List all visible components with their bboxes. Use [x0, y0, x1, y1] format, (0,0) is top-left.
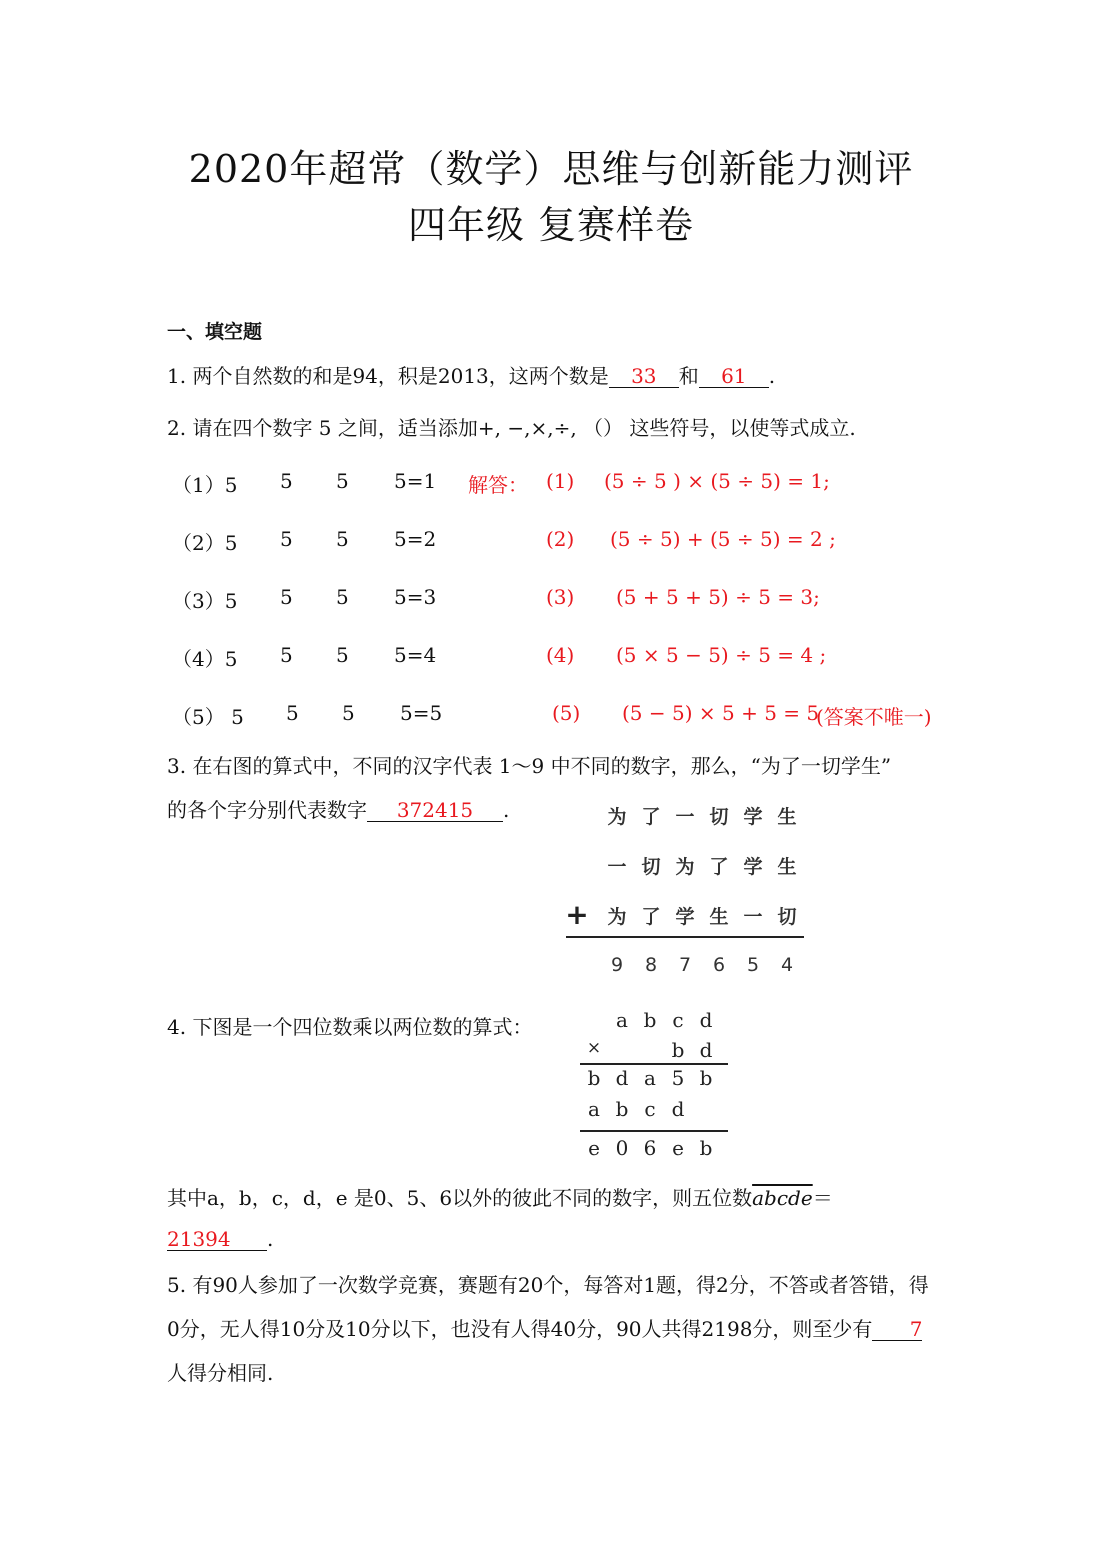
q2-row-digit: 5: [336, 469, 349, 493]
puzzle-char: 生: [709, 906, 729, 928]
q1-mid: 和: [678, 364, 699, 388]
plus-sign: +: [565, 898, 589, 931]
result-digit: 7: [678, 954, 692, 976]
q2-row-eq: 5=3: [394, 585, 437, 609]
q2-row-eq: 5=2: [394, 527, 437, 551]
puzzle-char: 生: [777, 856, 797, 878]
puzzle-char: 一: [743, 906, 763, 928]
q2-note: (答案不唯一): [816, 705, 932, 729]
result-digit: 5: [746, 954, 760, 976]
q2-sol: (5 ÷ 5 ) × (5 ÷ 5) = 1;: [604, 469, 830, 493]
puzzle-char: 为: [607, 806, 627, 828]
question-5-line3: 人得分相同.: [167, 1361, 274, 1385]
q4-end: .: [267, 1227, 274, 1251]
mult-char: b: [699, 1136, 713, 1160]
q2-sol-num: (2): [546, 527, 575, 551]
q2-row-eq: 5=5: [400, 701, 443, 725]
puzzle-char: 了: [641, 806, 661, 828]
q2-row-label: （1）5: [172, 473, 238, 497]
mult-char: d: [699, 1038, 713, 1062]
multiplication-puzzle: [578, 1006, 738, 1166]
mult-char: d: [671, 1097, 685, 1121]
result-digit: 8: [644, 954, 658, 976]
q2-row-label: （4）5: [172, 647, 238, 671]
mult-char: e: [672, 1136, 684, 1160]
question-3-line1: 3. 在右图的算式中，不同的汉字代表 1～9 中不同的数字，那么，“为了一切学生”: [167, 754, 892, 778]
q2-row-digit: 5: [336, 585, 349, 609]
mult-char: e: [588, 1136, 600, 1160]
puzzle-char: 学: [743, 806, 763, 828]
puzzle-char: 了: [641, 906, 661, 928]
q2-sol-num: (3): [546, 585, 575, 609]
q4-overline: abcde: [752, 1186, 813, 1210]
puzzle-char: 学: [675, 906, 695, 928]
mult-char: d: [699, 1008, 713, 1032]
mult-line-1: [580, 1063, 728, 1065]
result-digit: 6: [712, 954, 726, 976]
puzzle-char: 切: [777, 906, 797, 928]
q3-answer: 372415: [367, 800, 503, 822]
q4-answer: 21394: [167, 1229, 267, 1251]
question-2: 2. 请在四个数字 5 之间，适当添加+, −,×,÷, （） 这些符号，以使等式成立.: [167, 416, 856, 440]
q4-cond: 其中a，b，c，d，e 是0、5、6以外的彼此不同的数字，则五位数: [167, 1186, 753, 1210]
q2-row-digit: 5: [280, 585, 293, 609]
puzzle-char: 一: [607, 856, 627, 878]
q2-sol: (5 × 5 − 5) ÷ 5 = 4 ;: [616, 643, 827, 667]
page-subtitle: 四年级 复赛样卷: [407, 203, 695, 247]
q3-end: .: [503, 798, 510, 822]
q2-sol: (5 + 5 + 5) ÷ 5 = 3;: [616, 585, 820, 609]
mult-char: d: [615, 1066, 629, 1090]
q2-sol: (5 − 5) × 5 + 5 = 5: [622, 701, 820, 725]
question-4: 4. 下图是一个四位数乘以两位数的算式：: [167, 1015, 533, 1039]
q3-text: 的各个字分别代表数字: [167, 798, 367, 822]
mult-char: b: [699, 1066, 713, 1090]
q1-end: .: [768, 364, 776, 388]
q2-row-label: （2）5: [172, 531, 238, 555]
puzzle-char: 学: [743, 856, 763, 878]
mult-char: b: [671, 1038, 685, 1062]
q2-row-eq: 5=1: [394, 469, 437, 493]
question-4-answer-line: [167, 1227, 273, 1251]
q2-row-label: （3）5: [172, 589, 238, 613]
question-5-line2: [167, 1313, 922, 1342]
question-4-condition: [167, 1182, 833, 1211]
mult-char: a: [616, 1008, 628, 1032]
mult-char: c: [644, 1097, 656, 1121]
q2-row-label: （5） 5: [172, 705, 244, 729]
puzzle-char: 一: [675, 806, 695, 828]
section-heading: 一、填空题: [167, 321, 263, 343]
result-digit: 9: [610, 954, 624, 976]
q1-answer-1: 33: [609, 366, 679, 388]
question-3-line2: [167, 794, 509, 823]
q2-row-eq: 5=4: [394, 643, 437, 667]
q2-sol-num: (1): [546, 469, 575, 493]
mult-char: b: [643, 1008, 657, 1032]
q5-text: 0分，无人得10分及10分以下，也没有人得40分，90人共得2198分，则至少有: [167, 1317, 873, 1341]
puzzle-char: 为: [675, 856, 695, 878]
mult-char: a: [588, 1097, 600, 1121]
mult-char: 5: [671, 1066, 685, 1090]
mult-char: a: [644, 1066, 656, 1090]
q2-sol: (5 ÷ 5) + (5 ÷ 5) = 2 ;: [610, 527, 836, 551]
q2-sol-num: (4): [546, 643, 575, 667]
mult-char: 0: [615, 1136, 629, 1160]
q1-text: 1. 两个自然数的和是94，积是2013，这两个数是: [167, 364, 609, 388]
mult-char: c: [672, 1008, 684, 1032]
times-sign: ×: [586, 1038, 602, 1058]
q2-row-digit: 5: [342, 701, 355, 725]
result-digit: 4: [780, 954, 794, 976]
q2-row-digit: 5: [336, 527, 349, 551]
q2-row-digit: 5: [280, 527, 293, 551]
sum-line: [566, 936, 804, 938]
puzzle-char: 了: [709, 856, 729, 878]
page-title: 2020年超常（数学）思维与创新能力测评: [188, 147, 914, 191]
q2-row-digit: 5: [286, 701, 299, 725]
puzzle-char: 切: [641, 856, 661, 878]
q5-answer: 7: [872, 1319, 922, 1341]
q2-row-digit: 5: [280, 469, 293, 493]
q2-sol-num: (5): [552, 701, 581, 725]
q4-eq: ＝: [812, 1186, 833, 1210]
question-5-line1: 5. 有90人参加了一次数学竞赛，赛题有20个，每答对1题，得2分，不答或者答错，得: [167, 1273, 929, 1297]
mult-char: b: [587, 1066, 601, 1090]
mult-char: b: [615, 1097, 629, 1121]
puzzle-char: 为: [607, 906, 627, 928]
mult-line-2: [580, 1130, 728, 1132]
question-1: [167, 360, 775, 389]
puzzle-char: 生: [777, 806, 797, 828]
mult-char: 6: [643, 1136, 657, 1160]
q2-row-digit: 5: [336, 643, 349, 667]
q1-answer-2: 61: [699, 366, 769, 388]
addition-puzzle: [560, 798, 810, 988]
q2-row-digit: 5: [280, 643, 293, 667]
q2-answer-label: 解答：: [468, 473, 528, 497]
puzzle-char: 切: [709, 806, 729, 828]
